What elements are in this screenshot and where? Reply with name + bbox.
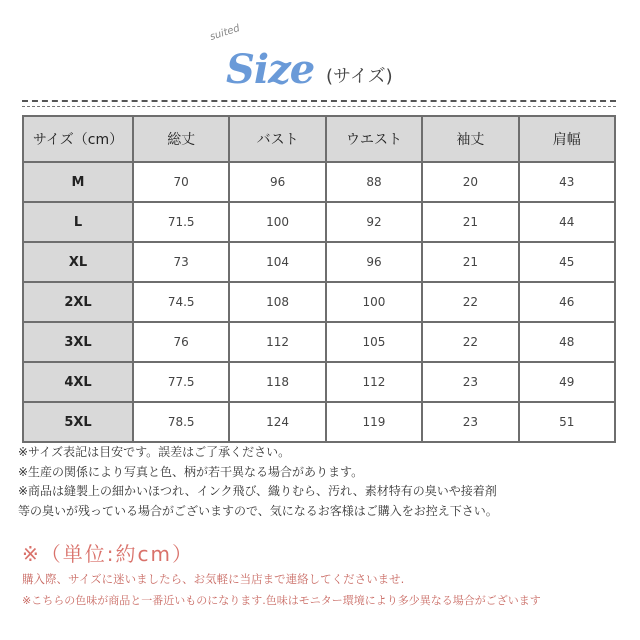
cell-shoulder: 49: [519, 362, 615, 402]
dashed-divider: [22, 100, 616, 102]
table-header-row: [23, 116, 615, 162]
cell-waist: 112: [326, 362, 422, 402]
cell-shoulder: 44: [519, 202, 615, 242]
cell-sleeve: 23: [422, 362, 518, 402]
column-header-shoulder: 肩幅: [519, 116, 615, 162]
size-table: [22, 115, 616, 443]
cell-waist: 88: [326, 162, 422, 202]
cell-sleeve: 20: [422, 162, 518, 202]
cell-sleeve: 23: [422, 402, 518, 442]
cell-length: 76: [133, 322, 229, 362]
size-title: Size: [226, 46, 315, 93]
table-row: [23, 162, 615, 202]
cell-bust: 112: [229, 322, 325, 362]
cell-length: 70: [133, 162, 229, 202]
note-line: 等の臭いが残っている場合がございますので、気になるお客様はご購入をお控え下さい。: [18, 503, 498, 518]
cell-length: 78.5: [133, 402, 229, 442]
cell-length: 74.5: [133, 282, 229, 322]
table-row: [23, 322, 615, 362]
column-header-size: サイズ（cm）: [23, 116, 133, 162]
cell-bust: 124: [229, 402, 325, 442]
cell-shoulder: 51: [519, 402, 615, 442]
column-header-length: 総丈: [133, 116, 229, 162]
row-size-label: M: [23, 162, 133, 202]
cell-shoulder: 46: [519, 282, 615, 322]
cell-sleeve: 21: [422, 202, 518, 242]
cell-bust: 108: [229, 282, 325, 322]
cell-length: 77.5: [133, 362, 229, 402]
size-subtitle: (サイズ): [326, 66, 393, 87]
unit-note: ※（単位:約cm）: [22, 542, 194, 566]
note-line: ※商品は縫製上の細かいほつれ、インク飛び、織りむら、汚れ、素材特有の臭いや接着剤: [18, 484, 497, 498]
row-size-label: 3XL: [23, 322, 133, 362]
row-size-label: XL: [23, 242, 133, 282]
color-note: ※こちらの色味が商品と一番近いものになります.色味はモニター環境により多少異なる場合がございます: [22, 594, 541, 607]
cell-length: 71.5: [133, 202, 229, 242]
column-header-sleeve: 袖丈: [422, 116, 518, 162]
table-row: [23, 202, 615, 242]
cell-shoulder: 43: [519, 162, 615, 202]
cell-waist: 92: [326, 202, 422, 242]
suited-tagline: suited: [208, 23, 242, 43]
cell-bust: 96: [229, 162, 325, 202]
cell-waist: 96: [326, 242, 422, 282]
row-size-label: 2XL: [23, 282, 133, 322]
table-row: [23, 242, 615, 282]
column-header-bust: バスト: [229, 116, 325, 162]
cell-sleeve: 22: [422, 282, 518, 322]
note-line: ※生産の関係により写真と色、柄が若干異なる場合があります。: [18, 464, 364, 479]
column-header-waist: ウエスト: [326, 116, 422, 162]
size-notes: [18, 443, 628, 521]
cell-shoulder: 45: [519, 242, 615, 282]
note-line: ※サイズ表記は目安です。誤差はご了承ください。: [18, 445, 291, 459]
row-size-label: L: [23, 202, 133, 242]
cell-bust: 104: [229, 242, 325, 282]
table-row: [23, 362, 615, 402]
row-size-label: 4XL: [23, 362, 133, 402]
cell-sleeve: 22: [422, 322, 518, 362]
table-row: [23, 402, 615, 442]
cell-waist: 105: [326, 322, 422, 362]
cell-bust: 100: [229, 202, 325, 242]
table-row: [23, 282, 615, 322]
cell-waist: 119: [326, 402, 422, 442]
cell-bust: 118: [229, 362, 325, 402]
contact-note: 購入際、サイズに迷いましたら、お気軽に当店まで連絡してくださいませ.: [22, 572, 405, 586]
dashed-divider-secondary: [22, 106, 616, 107]
row-size-label: 5XL: [23, 402, 133, 442]
size-header: [0, 0, 640, 110]
cell-length: 73: [133, 242, 229, 282]
cell-shoulder: 48: [519, 322, 615, 362]
cell-sleeve: 21: [422, 242, 518, 282]
cell-waist: 100: [326, 282, 422, 322]
